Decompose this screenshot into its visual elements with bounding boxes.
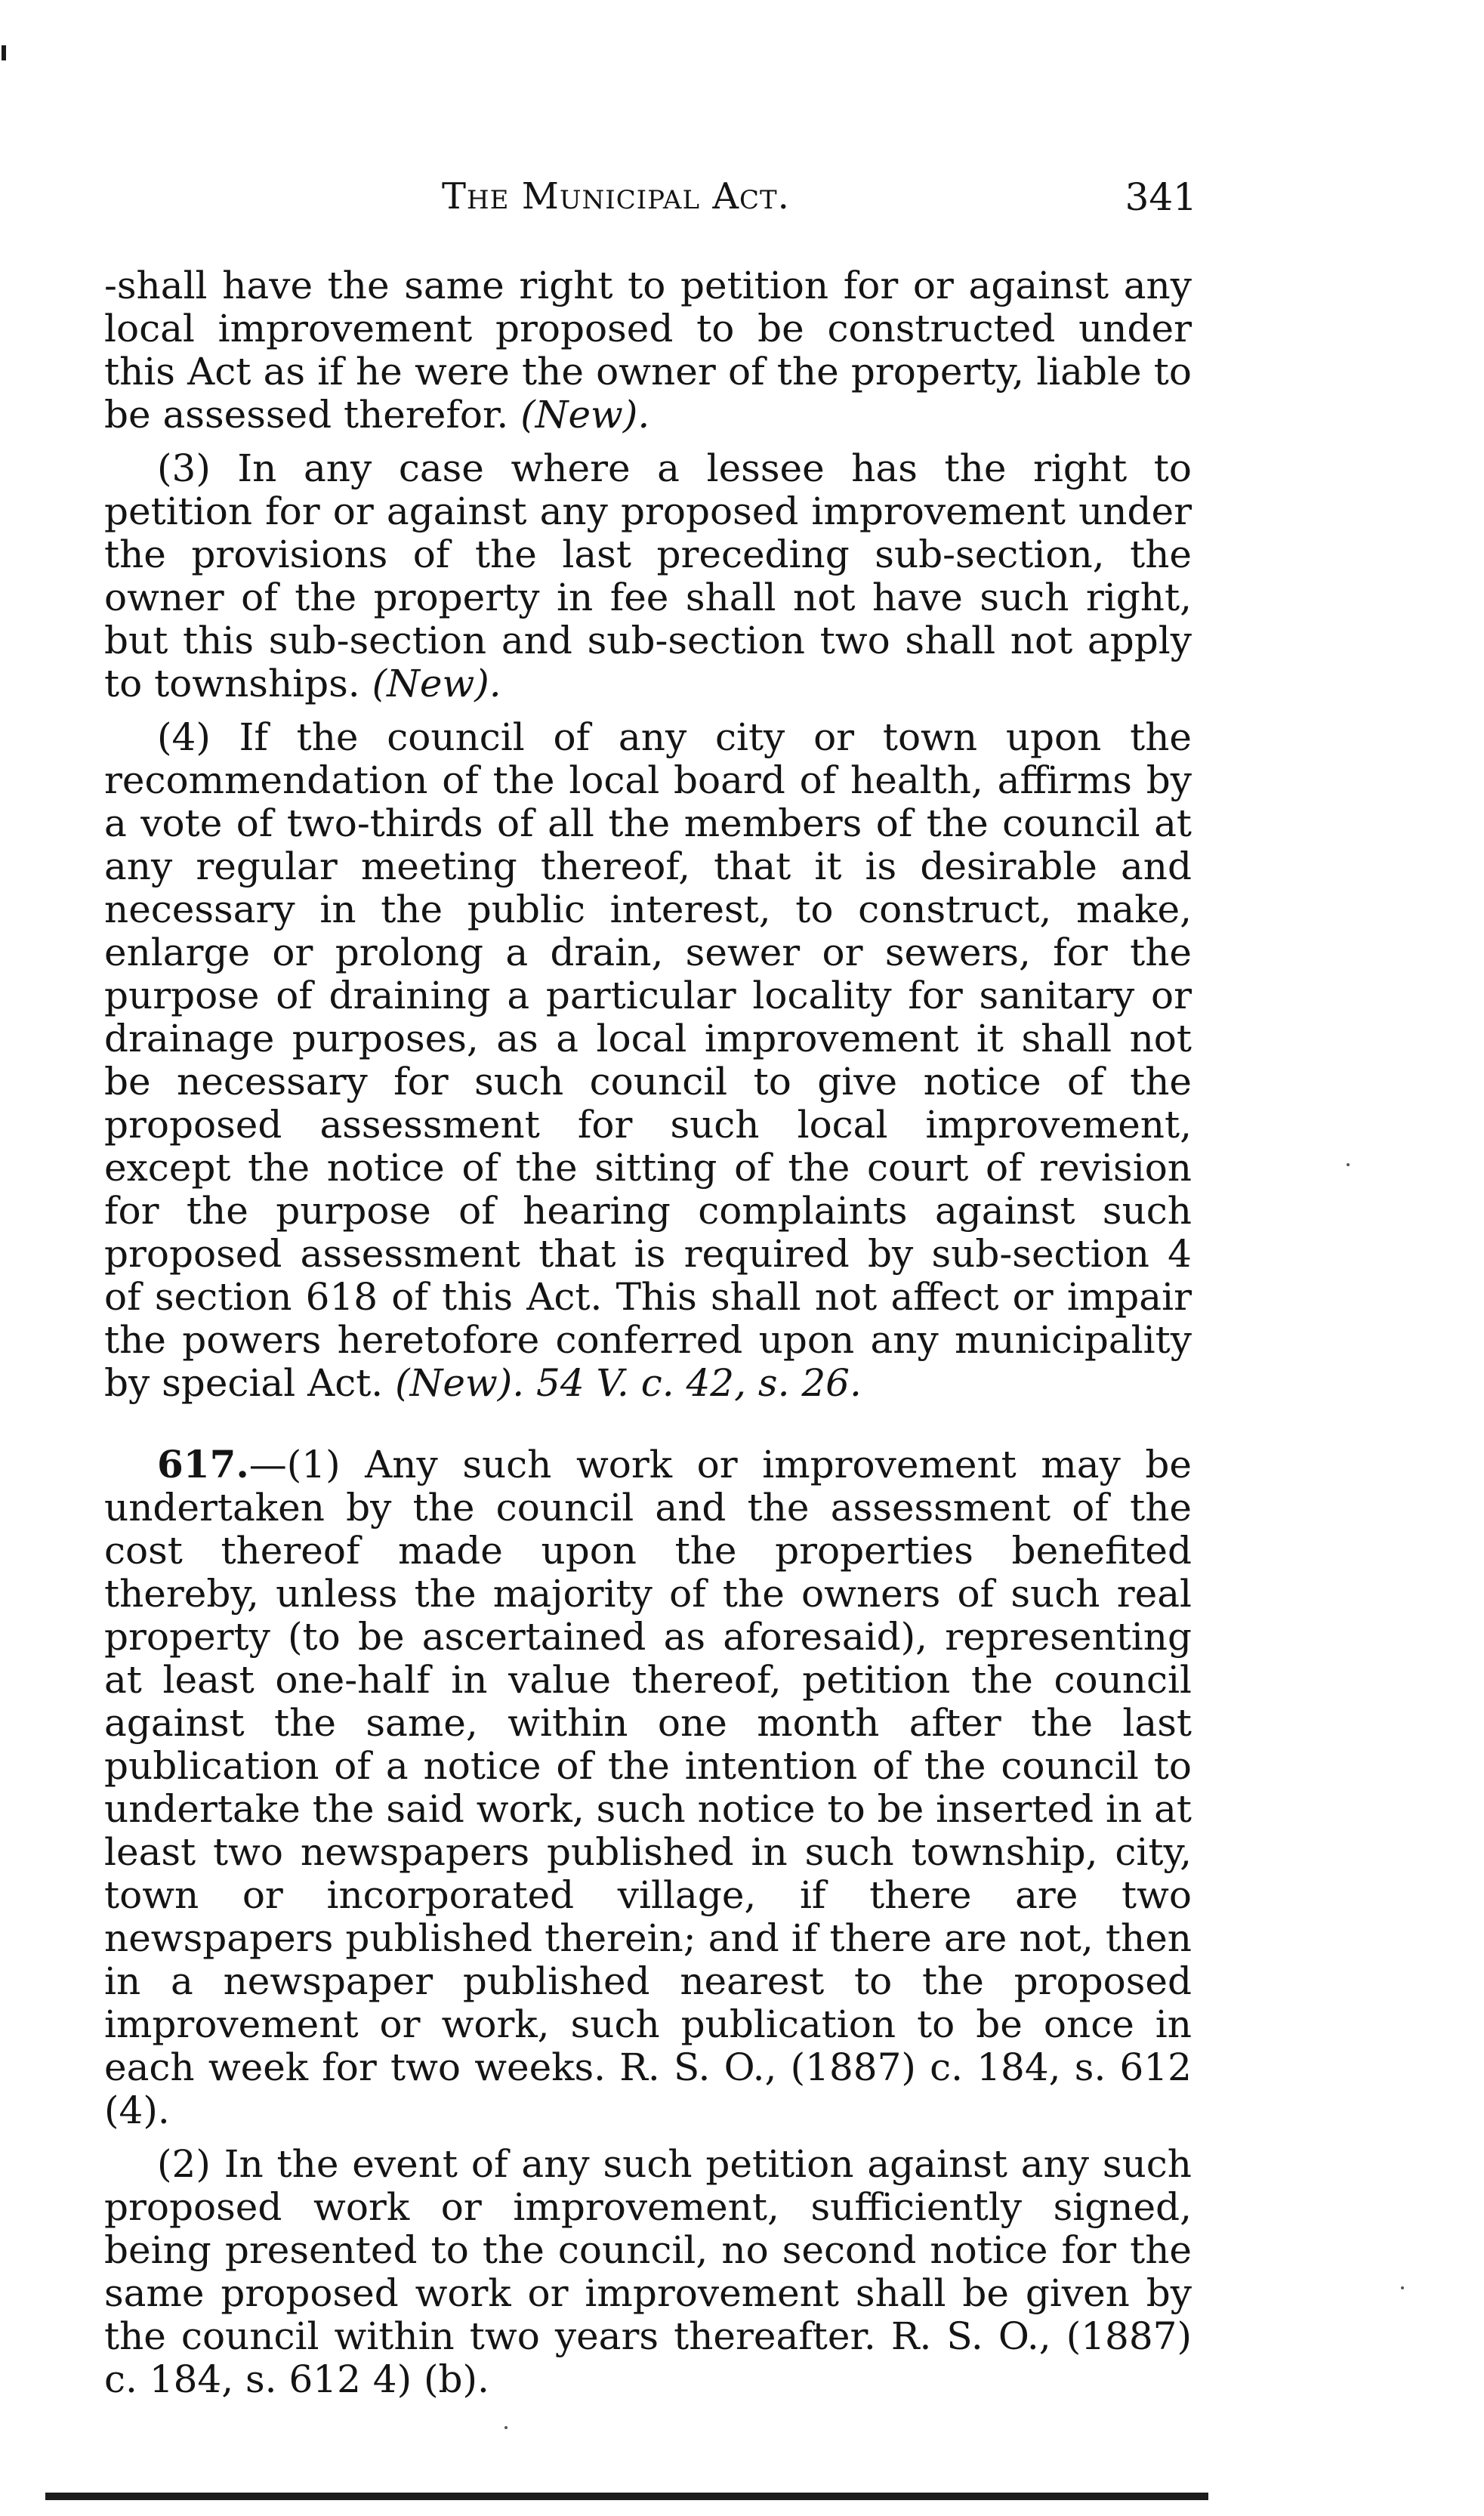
- scan-speck: [1347, 1163, 1350, 1166]
- paragraph-text: (4) If the council of any city or town upon the recommendation of the local board of health, affirms by a vote of two-thirds of all the members of the council at any regular meeting thereof, that it is desirable and necessary in the public interest, to construct, make, enlarge or prolong a drain, sewer or sewers, for the purpose of draining a particular locality for sanitary or drainage purposes, as a local improvement it shall not be necessary for such council to give notice of the proposed assessment for such local improvement, except the notice of the sitting of the court of revision for the purpose of hearing complaints against such proposed assessment that is required by sub-section 4 of section 618 of this Act. This shall not affect or impair the powers heretofore conferred upon any municipality by special Act.: [104, 715, 1192, 1405]
- section-number: 617.: [157, 1442, 249, 1486]
- paragraph-subsection-2: [104, 2143, 1192, 2401]
- scan-speck: [504, 2426, 508, 2429]
- paragraph-note: (New).: [372, 662, 501, 705]
- paragraph-text: (3) In any case where a lessee has the right to petition for or against any proposed improvement under the provisions of the last preceding sub-section, the owner of the property in fee shall not have such right, but this sub-section and sub-section two shall not apply to townships.: [104, 446, 1192, 705]
- paragraph-subsection-3: [104, 447, 1192, 705]
- paragraph-text: (2) In the event of any such petition against any such proposed work or improvement, sufficiently signed, being presented to the council, no second notice for the same proposed work or improvement shall be given by the council within two years thereafter. R. S. O., (1887) c. 184, s. 612 4) (b).: [104, 2142, 1192, 2401]
- paragraph-text: -shall have the same right to petition for or against any local improvement proposed to be constructed under this Act as if he were the owner of the property, liable to be assessed therefor.: [104, 264, 1192, 437]
- running-head: The Municipal Act.: [442, 175, 790, 218]
- page-number: 341: [1125, 175, 1197, 219]
- scan-speck: [1401, 2286, 1404, 2289]
- paragraph-text: —(1) Any such work or improvement may be undertaken by the council and the assessment of the cost thereof made upon the properties benefited thereby, unless the majority of the owners of such real property (to be ascertained as aforesaid), representing at least one-half in value thereof, petition the council against the same, within one month after the last publication of a notice of the intention of the council to undertake the said work, such notice to be inserted in at least two newspapers published in such township, city, town or incorporated village, if there are two newspapers published therein; and if there are not, then in a newspaper published nearest to the proposed improvement or work, such publication to be once in each week for two weeks. R. S. O., (1887) c. 184, s. 612 (4).: [104, 1443, 1192, 2132]
- paragraph-section-617: [104, 1443, 1192, 2132]
- paragraph-continuation: [104, 264, 1192, 437]
- paragraph-subsection-4: [104, 716, 1192, 1405]
- paragraph-note: (New).: [520, 393, 650, 437]
- margin-mark: [2, 45, 6, 60]
- paragraph-note: (New). 54 V. c. 42, s. 26.: [395, 1361, 862, 1405]
- body-text: [104, 264, 1192, 2401]
- page-header: [442, 175, 1197, 228]
- bottom-rule: [45, 2493, 1208, 2500]
